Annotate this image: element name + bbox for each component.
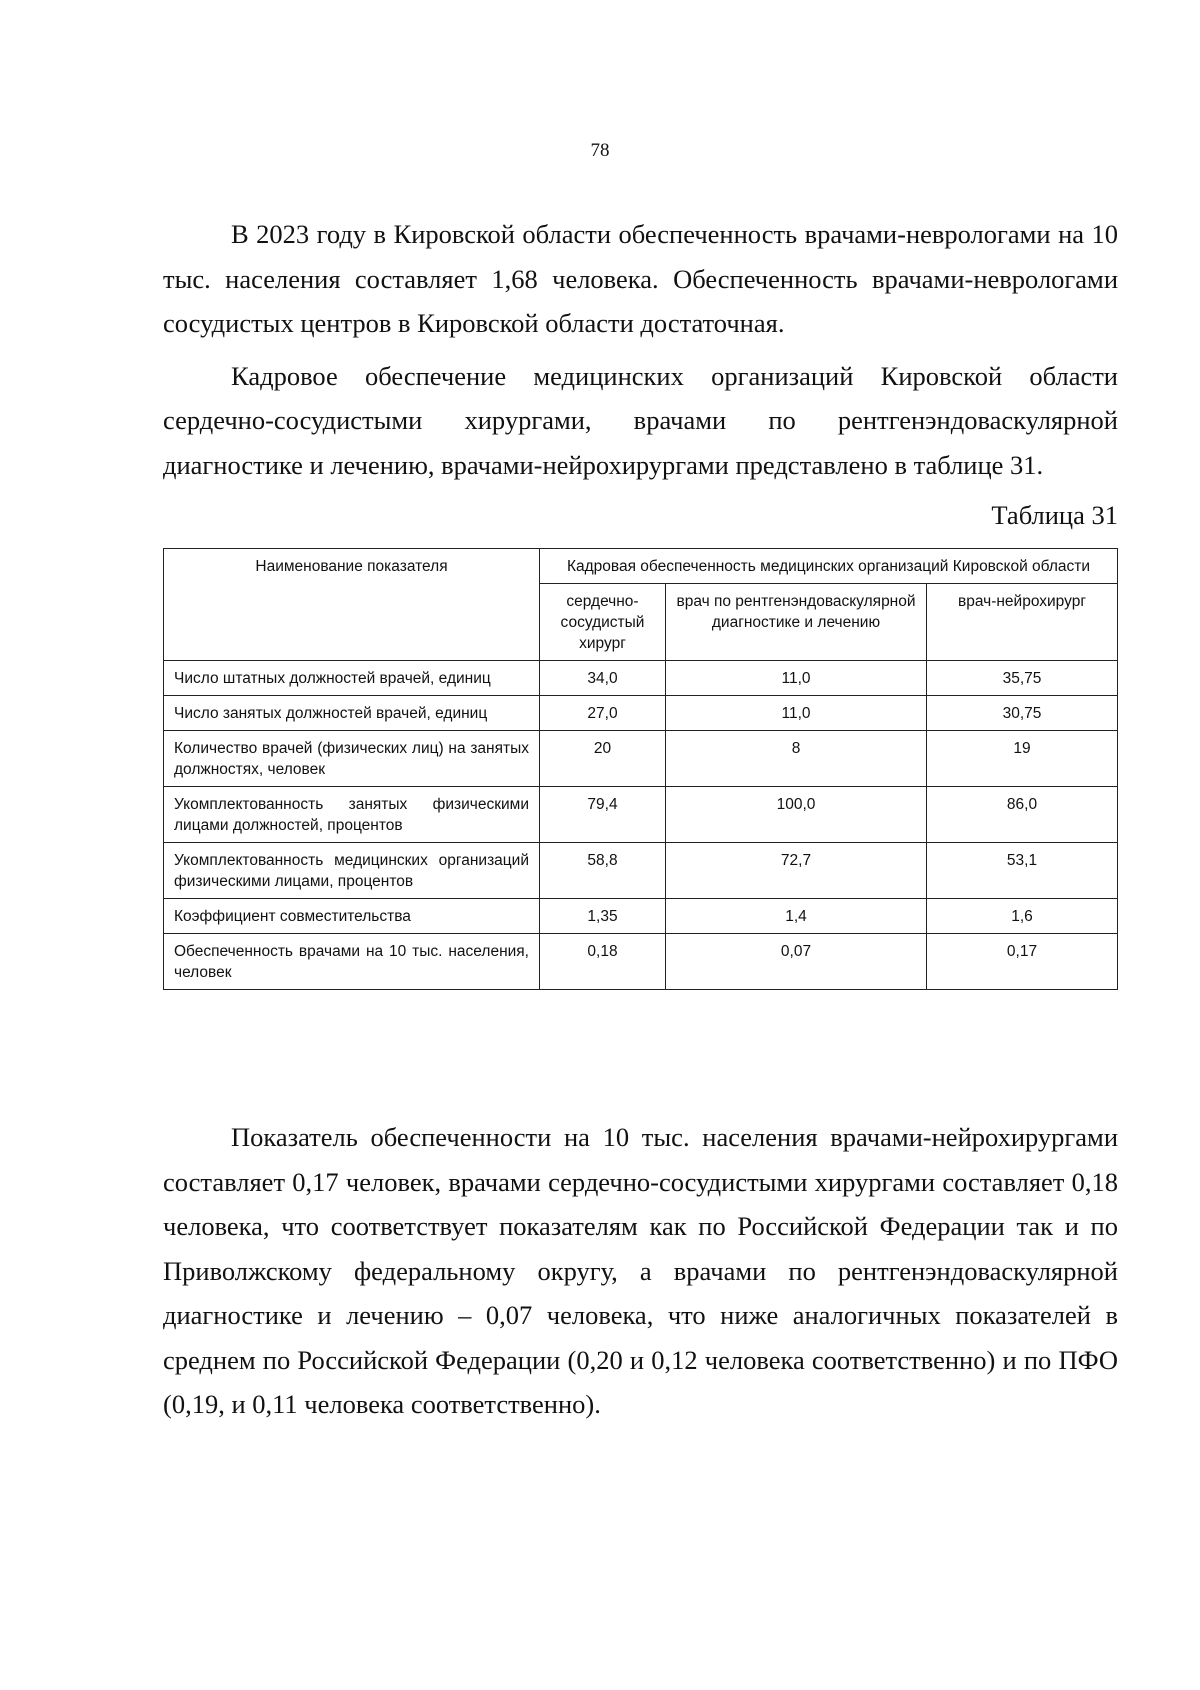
header-group-staffing: Кадровая обеспеченность медицинских организаций Кировской области — [540, 549, 1118, 584]
cell-value: 35,75 — [927, 661, 1118, 696]
header-cardiovascular-surgeon: сердечно-сосудистый хирург — [540, 584, 666, 661]
cell-value: 0,18 — [540, 934, 666, 990]
page-number: 78 — [590, 140, 610, 161]
cell-value: 58,8 — [540, 843, 666, 899]
cell-value: 19 — [927, 731, 1118, 787]
table-row — [164, 661, 1118, 696]
cell-value: 100,0 — [666, 787, 927, 843]
row-label: Обеспеченность врачами на 10 тыс. населения, человек — [164, 934, 540, 990]
paragraph-staffing-intro: Кадровое обеспечение медицинских организаций Кировской области сердечно-сосудистыми хирургами, врачами по рентгенэндоваскулярной диагностике и лечению, врачами-нейрохирургами представлено в таблице 31. — [163, 360, 1118, 480]
table-row — [164, 899, 1118, 934]
cell-value: 0,17 — [927, 934, 1118, 990]
cell-value: 11,0 — [666, 661, 927, 696]
row-label: Число занятых должностей врачей, единиц — [164, 696, 540, 731]
conclusion-text — [163, 1115, 1118, 1427]
header-indicator-name: Наименование показателя — [164, 549, 540, 661]
cell-value: 1,35 — [540, 899, 666, 934]
cell-value: 27,0 — [540, 696, 666, 731]
table-row — [164, 934, 1118, 990]
cell-value: 8 — [666, 731, 927, 787]
header-neurosurgeon: врач-нейрохирург — [927, 584, 1118, 661]
table-caption: Таблица 31 — [991, 500, 1118, 530]
intro-text — [163, 212, 1118, 487]
staffing-table — [163, 548, 1118, 990]
cell-value: 30,75 — [927, 696, 1118, 731]
paragraph-provision-indicator: Показатель обеспеченности на 10 тыс. населения врачами-нейрохирургами составляет 0,17 человек, врачами сердечно-сосудистыми хирургами составляет 0,18 человека, что соответствует показателям как по Российской Федерации так и по Приволжскому федеральному округу, а врачами по рентгенэндоваскулярной диагностике и лечению – 0,07 человека, что ниже аналогичных показателей в среднем по Российской Федерации (0,20 и 0,12 человека соответственно) и по ПФО (0,19, и 0,11 человека соответственно). — [163, 1122, 1118, 1419]
table-row — [164, 787, 1118, 843]
row-label: Количество врачей (физических лиц) на занятых должностях, человек — [164, 731, 540, 787]
table-row — [164, 843, 1118, 899]
cell-value: 1,6 — [927, 899, 1118, 934]
table-header-row — [164, 549, 1118, 584]
paragraph-neurologists: В 2023 году в Кировской области обеспеченность врачами-неврологами на 10 тыс. населения составляет 1,68 человека. Обеспеченность врачами-неврологами сосудистых центров в Кировской области достаточная. — [163, 219, 1118, 338]
table-row — [164, 696, 1118, 731]
cell-value: 0,07 — [666, 934, 927, 990]
row-label: Коэффициент совместительства — [164, 899, 540, 934]
row-label: Укомплектованность медицинских организаций физическими лицами, процентов — [164, 843, 540, 899]
cell-value: 20 — [540, 731, 666, 787]
cell-value: 11,0 — [666, 696, 927, 731]
cell-value: 72,7 — [666, 843, 927, 899]
cell-value: 34,0 — [540, 661, 666, 696]
cell-value: 1,4 — [666, 899, 927, 934]
cell-value: 53,1 — [927, 843, 1118, 899]
cell-value: 79,4 — [540, 787, 666, 843]
row-label: Число штатных должностей врачей, единиц — [164, 661, 540, 696]
table-row — [164, 731, 1118, 787]
header-endovascular-doctor: врач по рентгенэндоваскулярной диагностике и лечению — [666, 584, 927, 661]
row-label: Укомплектованность занятых физическими лицами должностей, процентов — [164, 787, 540, 843]
cell-value: 86,0 — [927, 787, 1118, 843]
